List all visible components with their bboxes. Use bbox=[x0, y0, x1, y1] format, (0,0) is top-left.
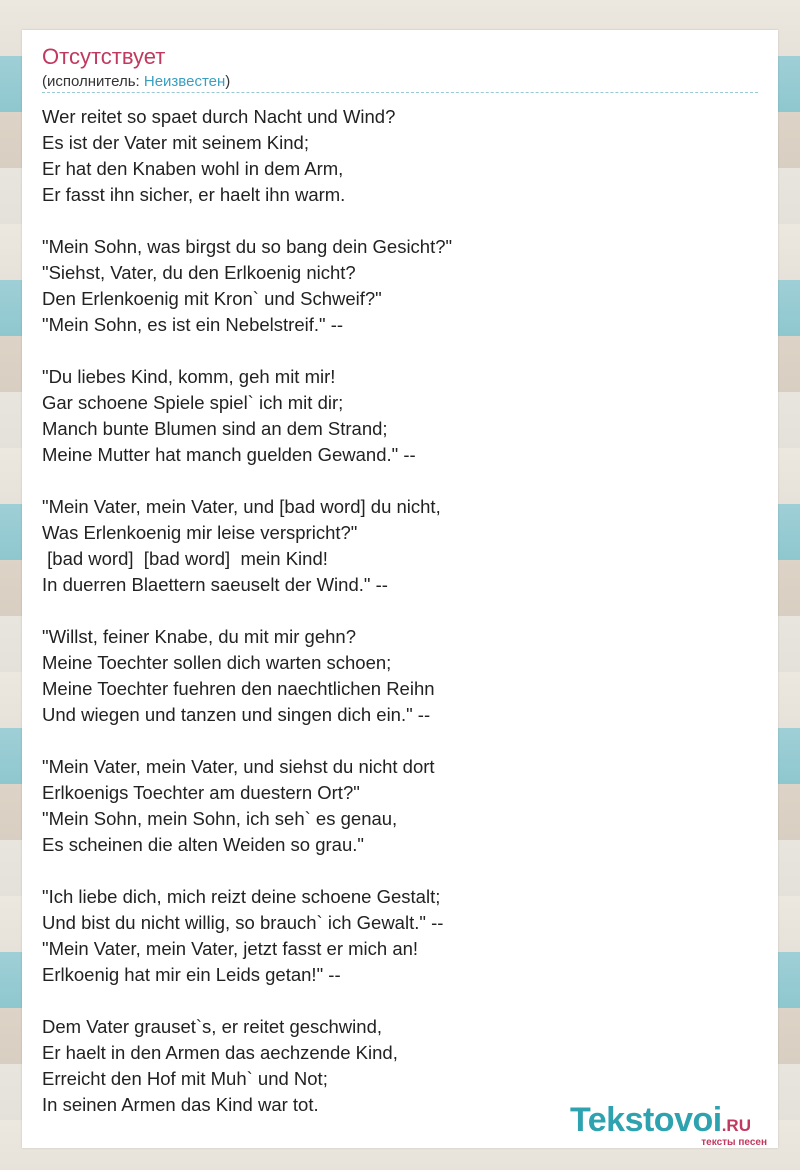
lyric-line: "Siehst, Vater, du den Erlkoenig nicht? bbox=[42, 262, 356, 283]
logo-tld: .RU bbox=[721, 1116, 751, 1135]
lyric-line: "Mein Sohn, mein Sohn, ich seh` es genau, bbox=[42, 808, 398, 829]
lyric-line: Es ist der Vater mit seinem Kind; bbox=[42, 132, 309, 153]
lyric-line: Dem Vater grauset`s, er reitet geschwind, bbox=[42, 1016, 382, 1037]
artist-suffix: ) bbox=[225, 73, 231, 90]
lyric-line: Und bist du nicht willig, so brauch` ich Gewalt." -- bbox=[42, 912, 444, 933]
lyric-line: "Mein Vater, mein Vater, und siehst du nicht dort bbox=[42, 756, 435, 777]
lyric-line: Meine Toechter fuehren den naechtlichen Reihn bbox=[42, 678, 435, 699]
header-divider bbox=[42, 92, 758, 93]
lyric-line: "Mein Sohn, was birgst du so bang dein Gesicht?" bbox=[42, 236, 453, 257]
stanza bbox=[42, 754, 758, 858]
lyric-line: Gar schoene Spiele spiel` ich mit dir; bbox=[42, 392, 344, 413]
lyric-line: Erlkoenigs Toechter am duestern Ort?" bbox=[42, 782, 360, 803]
lyric-line: [bad word] [bad word] mein Kind! bbox=[42, 548, 328, 569]
stanza bbox=[42, 234, 758, 338]
lyric-line: Es scheinen die alten Weiden so grau." bbox=[42, 834, 364, 855]
lyric-line: "Du liebes Kind, komm, geh mit mir! bbox=[42, 366, 336, 387]
lyric-line: Erreicht den Hof mit Muh` und Not; bbox=[42, 1068, 328, 1089]
lyric-line: "Mein Sohn, es ist ein Nebelstreif." -- bbox=[42, 314, 344, 335]
lyrics-body bbox=[42, 104, 758, 1144]
lyric-line: Er fasst ihn sicher, er haelt ihn warm. bbox=[42, 184, 346, 205]
lyrics-card bbox=[22, 30, 778, 1148]
lyric-line: Erlkoenig hat mir ein Leids getan!" -- bbox=[42, 964, 341, 985]
lyric-line: Manch bunte Blumen sind an dem Strand; bbox=[42, 418, 388, 439]
lyric-line: Was Erlenkoenig mir leise verspricht?" bbox=[42, 522, 358, 543]
stanza bbox=[42, 624, 758, 728]
lyric-line: Meine Mutter hat manch guelden Gewand." -- bbox=[42, 444, 416, 465]
stanza bbox=[42, 884, 758, 988]
lyric-line: In seinen Armen das Kind war tot. bbox=[42, 1094, 319, 1115]
lyric-line: In duerren Blaettern saeuselt der Wind." -- bbox=[42, 574, 388, 595]
lyric-line: "Mein Vater, mein Vater, und [bad word] du nicht, bbox=[42, 496, 441, 517]
artist-line bbox=[42, 72, 230, 92]
lyric-line: "Willst, feiner Knabe, du mit mir gehn? bbox=[42, 626, 357, 647]
song-title: Отсутствует bbox=[42, 44, 166, 69]
site-logo[interactable] bbox=[570, 1101, 775, 1148]
logo-main-text: Tekstovoi bbox=[570, 1101, 722, 1139]
stanza bbox=[42, 494, 758, 598]
lyric-line: Meine Toechter sollen dich warten schoen; bbox=[42, 652, 392, 673]
lyric-line: Den Erlenkoenig mit Kron` und Schweif?" bbox=[42, 288, 382, 309]
artist-link[interactable]: Неизвестен bbox=[143, 73, 226, 90]
logo-tagline: тексты песен bbox=[701, 1137, 767, 1148]
lyric-line: Er haelt in den Armen das aechzende Kind, bbox=[42, 1042, 398, 1063]
lyric-line: Und wiegen und tanzen und singen dich ein." -- bbox=[42, 704, 431, 725]
lyric-line: "Mein Vater, mein Vater, jetzt fasst er mich an! bbox=[42, 938, 419, 959]
lyric-line: Er hat den Knaben wohl in dem Arm, bbox=[42, 158, 344, 179]
stanza bbox=[42, 364, 758, 468]
lyric-line: Wer reitet so spaet durch Nacht und Wind? bbox=[42, 106, 396, 127]
stanza bbox=[42, 104, 758, 208]
artist-prefix: (исполнитель: bbox=[42, 73, 144, 90]
lyric-line: "Ich liebe dich, mich reizt deine schoene Gestalt; bbox=[42, 886, 441, 907]
